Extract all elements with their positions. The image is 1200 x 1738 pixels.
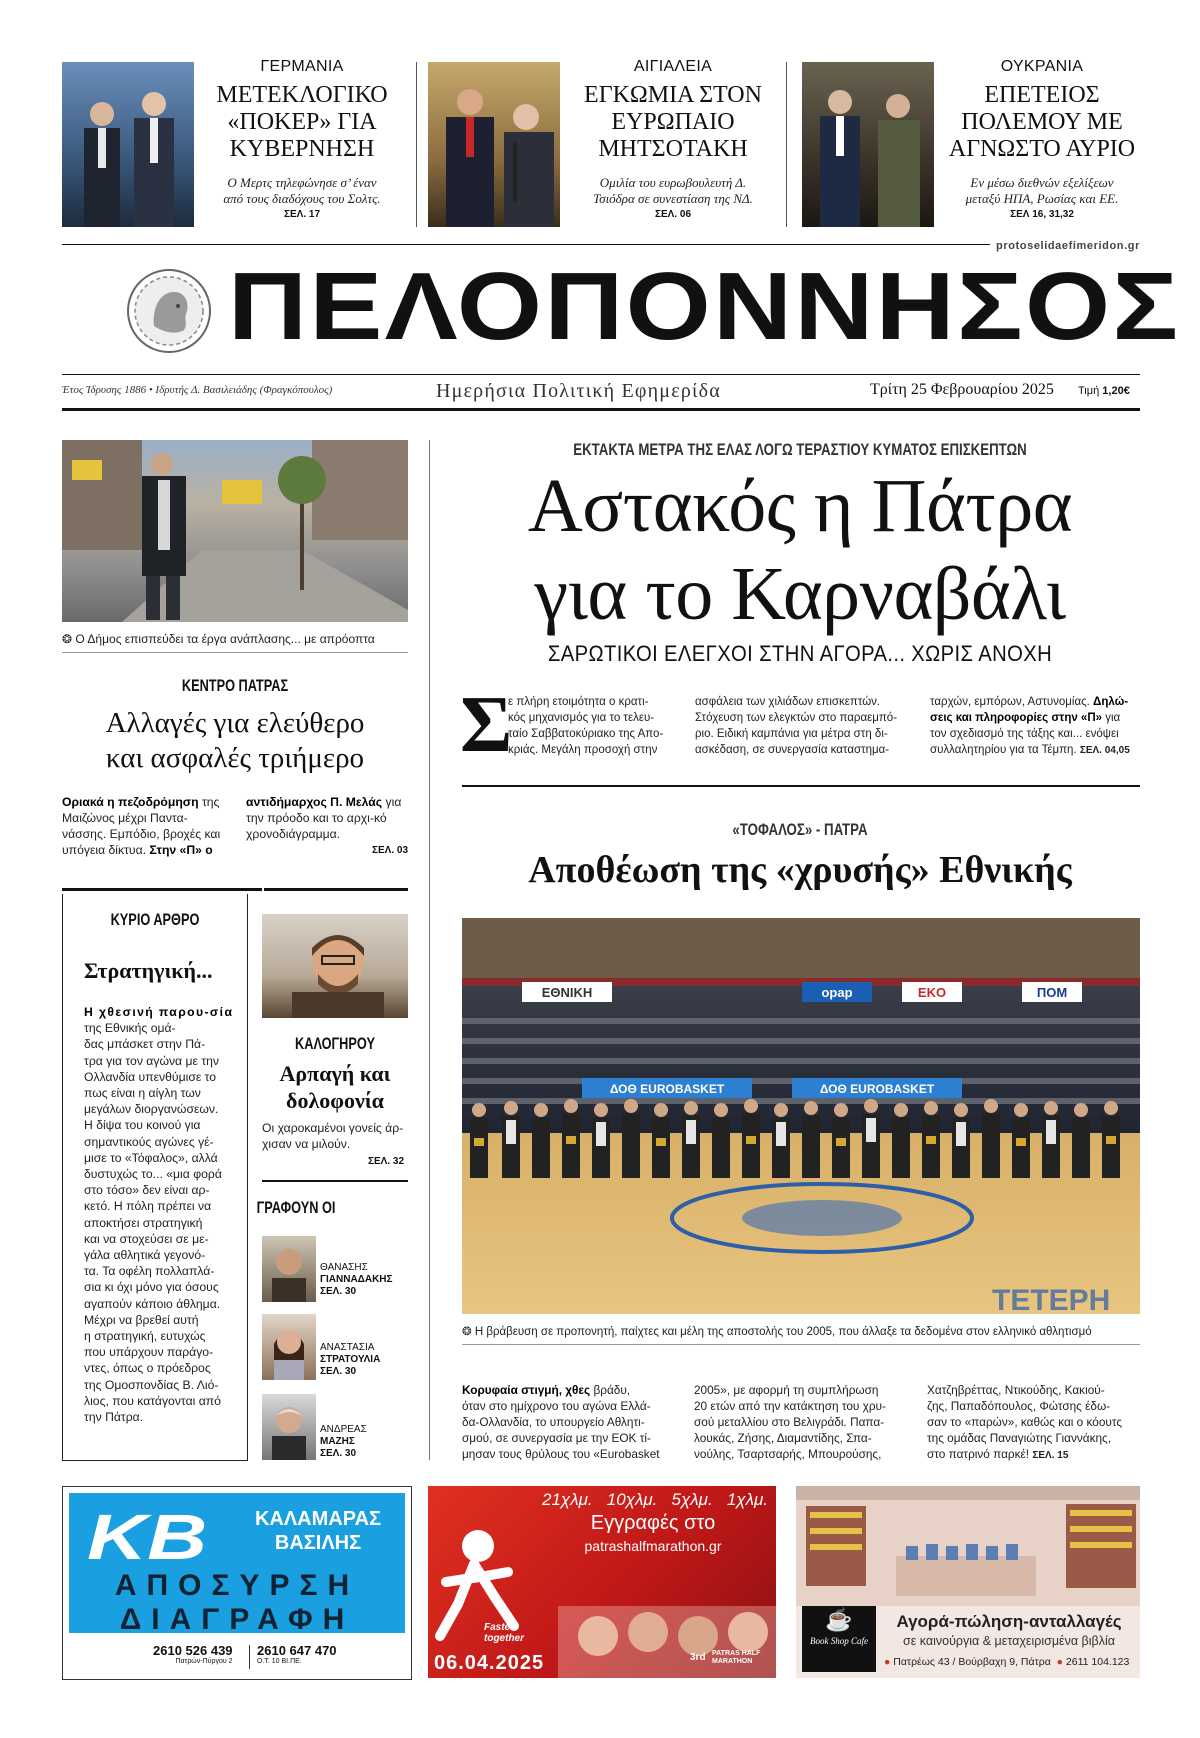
lead-sub: ΣΑΡΩΤΙΚΟΙ ΕΛΕΓΧΟΙ ΣΤΗΝ ΑΓΟΡΑ... ΧΩΡΙΣ ΑΝΟΧΗ <box>547 641 1053 666</box>
ad-brand: PATRAS HALF MARATHON <box>712 1650 761 1665</box>
arena-sign: opap <box>821 985 853 1000</box>
bookshop-photo <box>796 1486 1140 1606</box>
arena-sign: ΕΘΝΙΚΗ <box>541 985 593 1000</box>
arena-sign: EKO <box>917 985 947 1000</box>
masthead-title[interactable]: ΠΕΛΟΠΟΝΝΗΣΟΣ <box>228 253 1181 360</box>
left-kicker: ΚΕΝΤΡΟ ΠΑΤΡΑΣ <box>181 676 289 695</box>
top-divider <box>62 244 1140 245</box>
teaser-sub: Ο Μερτς τηλεφώνησε σ’ έναν από τους διαδόχους του Σολτς. <box>223 175 381 206</box>
masthead-founded: Έτος Ίδρυσης 1886 • Ιδρυτής Δ. Βασιλειάδης (Φραγκόπουλος) <box>62 384 333 396</box>
watermark: protoselidaefimeridon.gr <box>990 240 1140 252</box>
second-photo-caption: ❂ Η βράβευση σε προπονητή, παίχτες και μέλη της αποστολής του 2005, που άλλαξε τα δεδομένα στον ελληνικό αθλητισμό <box>462 1326 1092 1338</box>
masthead-price: Τιμή 1,20€ <box>1078 385 1130 397</box>
ad-url[interactable]: patrashalfmarathon.gr <box>584 1538 722 1554</box>
writer-name[interactable]: ΑΝΔΡΕΑΣ ΜΑΖΗΣ ΣΕΛ. 30 <box>320 1424 367 1459</box>
location-pin-icon: ● <box>884 1656 891 1668</box>
masthead-emblem <box>126 268 212 354</box>
teaser-divider <box>416 62 417 227</box>
ad-half-marathon[interactable] <box>428 1486 776 1678</box>
editorial-lead: Η χθεσινή παρου-σία <box>84 1005 234 1019</box>
ad-bookshop-contact: ● Πατρέως 43 / Βούρβαχη 9, Πάτρα ● 2611 104.123 <box>884 1656 1130 1668</box>
teaser-kicker: ΟΥΚΡΑΝΙΑ <box>1000 58 1084 75</box>
left-caption-rule <box>62 652 408 653</box>
ad-edition: 3rd <box>690 1652 706 1663</box>
ad-kalamaras-line2: ΔΙΑΓΡΑΦΗ <box>119 1603 355 1636</box>
arena-sign: ΤΕΤΕΡΗ <box>992 1284 1111 1314</box>
left-page-ref: ΣΕΛ. 03 <box>372 845 409 856</box>
teaser-germany[interactable] <box>204 58 400 220</box>
phone-icon: ● <box>1056 1656 1063 1668</box>
lead-body-col3: ταρχών, εμπόρων, Αστυνομίας. Δηλώ- σεις και πληροφορίες στην «Π» για τον σχεδιασμό της τάξης και... ενόψει συλλαλητηρίου για τα Τέμπη. ΣΕΛ. 04,05 <box>930 696 1130 756</box>
left-section-rule-2 <box>264 888 408 891</box>
ad-bookshop-sub: σε καινούργια & μεταχειρισμένα βιβλία <box>903 1634 1115 1648</box>
left-headline[interactable]: Αλλαγές για ελεύθερο και ασφαλές τριήμερο <box>105 707 365 774</box>
writer-photo <box>262 1314 316 1380</box>
writer-name[interactable]: ΑΝΑΣΤΑΣΙΑ ΣΤΡΑΤΟΥΛΙΑ ΣΕΛ. 30 <box>320 1342 381 1377</box>
ad-slogan: Faster together <box>484 1622 524 1644</box>
masthead-tagline: Ημερήσια Πολιτική Εφημερίδα <box>436 380 721 402</box>
kalogirou-rule <box>262 1180 408 1182</box>
column-divider <box>429 440 430 1460</box>
left-section-rule <box>62 888 262 891</box>
second-page-ref: ΣΕΛ. 15 <box>1032 1450 1069 1461</box>
writers-label: ΓΡΑΦΟΥΝ ΟΙ <box>256 1198 336 1217</box>
kb-logo: KB <box>87 1501 208 1573</box>
teaser-kicker: ΓΕΡΜΑΝΙΑ <box>260 58 344 75</box>
arena-sign: ΠΟΜ <box>1036 985 1068 1000</box>
teaser-headline: ΕΓΚΩΜΙΑ ΣΤΟΝ ΕΥΡΩΠΑΙΟ ΜΗΤΣΟΤΑΚΗ <box>584 82 762 162</box>
kalogirou-kicker: ΚΑΛΟΓΗΡΟΥ <box>295 1034 375 1053</box>
second-photo-arena <box>462 918 1140 1314</box>
teaser-aigialeia[interactable] <box>570 58 776 220</box>
writer-photo <box>262 1236 316 1302</box>
ad-kalamaras-name: ΚΑΛΑΜΑΡΑΣ ΒΑΣΙΛΗΣ <box>254 1508 382 1554</box>
lead-rule <box>462 785 1140 787</box>
editorial-label: ΚΥΡΙΟ ΑΡΘΡΟ <box>110 910 200 929</box>
camera-icon: ❂ <box>62 632 73 646</box>
second-headline[interactable]: Αποθέωση της «χρυσής» Εθνικής <box>528 849 1072 891</box>
masthead-rule-bottom <box>62 408 1140 411</box>
teaser-page: ΣΕΛ. 06 <box>654 209 692 220</box>
ad-bookshop-title: Αγορά-πώληση-ανταλλαγές <box>896 1612 1122 1631</box>
teaser-sub: Εν μέσω διεθνών εξελίξεων μεταξύ ΗΠΑ, Ρωσίας και ΕΕ. <box>965 175 1119 206</box>
arena-sign: ΔΟΘ EUROBASKET <box>609 1082 725 1096</box>
left-photo-caption: ❂ Ο Δήμος επισπεύδει τα έργα ανάπλασης... με απρόοπτα <box>62 632 375 646</box>
teaser-headline: ΜΕΤΕΚΛΟΓΙΚΟ «ΠΟΚΕΡ» ΓΙΑ ΚΥΒΕΡΝΗΣΗ <box>216 82 388 162</box>
kalogirou-photo <box>262 914 408 1018</box>
writer-name[interactable]: ΘΑΝΑΣΗΣ ΓΙΑΝΝΑΔΑΚΗΣ ΣΕΛ. 30 <box>320 1262 393 1297</box>
ad-date: 06.04.2025 <box>434 1652 545 1674</box>
bookshop-logo: ☕ Book Shop Cafe <box>802 1606 876 1672</box>
left-body-col2: αντιδήμαρχος Π. Μελάς για την πρόοδο και το αρχι-κό χρονοδιάγραμμα. <box>246 795 402 841</box>
editorial-body: Η χθεσινή παρου-σία της Εθνικής ομά- δας μπάσκετ στην Πά- τρα για τον αγώνα με την Ολλανδία υπενθύμισε το πως είναι η αίγλη των μεγάλων διοργανώσεων. Η δίψα του κοινού για σημαντικούς αγώνες γέ- μισε το «Τόφαλος», αλλά δυστυχώς το... «μια φορά στο τόσο» δεν είναι αρ- κετό. Η πόλη πρέπει να αποκτήσει στρατηγική και να στοχεύσει σε με- γάλα αθλητικά γεγονό- τα. Τα οφέλη πολλαπλά- σια κι όχι μόνο για όσους αγαπούν κάποιο άθλημα. Μέχρι να βρεθεί αυτή η στρατηγική, ευτυχώς που υπάρχουν παράγο- ντες, όπως ο πρόεδρος της Ομοσπονδίας Β. Λιό- λιος, που κατάγονται από την Πάτρα. <box>84 1005 234 1425</box>
lead-page-ref: ΣΕΛ. 04,05 <box>1079 745 1130 756</box>
second-body-col1: Κορυφαία στιγμή, χθες βράδυ, όταν στο ημίχρονο του αγώνα Ελλά- δα-Ολλανδία, το υπουργείο Αθλητι- σμού, σε συνεργασία με την ΕΟΚ τί- μησαν τους θρύλους του «Eurobasket <box>462 1383 660 1461</box>
ad-kalamaras-line1: ΑΠΟΣΥΡΣΗ <box>114 1569 360 1602</box>
left-photo-street-works <box>62 440 408 622</box>
teaser-sub: Ομιλία του ευρωβουλευτή Δ. Τσιόδρα σε συνεστίαση της ΝΔ. <box>593 175 753 206</box>
teaser-kicker: ΑΙΓΙΑΛΕΙΑ <box>633 58 713 75</box>
kalogirou-page-ref: ΣΕΛ. 32 <box>368 1156 405 1167</box>
lead-headline[interactable]: Αστακός η Πάτρα για το Καρναβάλι <box>527 464 1073 636</box>
coffee-cup-icon: ☕ <box>825 1608 853 1633</box>
ad-distances: 21χλμ. 10χλμ. 5χλμ. 1χλμ. <box>542 1490 768 1509</box>
camera-icon: ❂ <box>462 1326 472 1338</box>
teaser-divider <box>786 62 787 227</box>
lead-body-col2: ασφάλεια των χιλιάδων επισκεπτών. Στόχευση των ελεγκτών στο παραεμπό- ριο. Ειδική καμπάνια για μέτρα στη δι- ασκέδαση, σε συνεργασία καταστημα- <box>695 696 898 756</box>
teaser-headline: ΕΠΕΤΕΙΟΣ ΠΟΛΕΜΟΥ ΜΕ ΑΓΝΩΣΤΟ ΑΥΡΙΟ <box>948 82 1136 162</box>
teaser-photo-aigialeia <box>428 62 560 227</box>
second-body-col3: Χατζηβρέττας, Ντικούδης, Κακιού- ζης, Παπαδόπουλος, Φώτσης έδω- σαν το «παρών», καθώς και ο κόουτς της ομάδας Παναγιώτης Γιαννάκης, στο πατρινό παρκέ! ΣΕΛ. 15 <box>927 1383 1123 1461</box>
lead-body-col1: ε πλήρη ετοιμότητα ο κρατι- κός μηχανισμός για το τελευ- ταίο Σαββατοκύριακο της Απο- κριάς. Μεγάλη προσοχή στην <box>508 696 664 756</box>
ad-kalamaras-divider <box>249 1645 250 1669</box>
ad-reg: Εγγραφές στο <box>590 1512 716 1534</box>
kalogirou-headline[interactable]: Αρπαγή και δολοφονία <box>279 1061 391 1113</box>
teaser-page: ΣΕΛ 16, 31,32 <box>1010 209 1074 220</box>
second-body-col2: 2005», με αφορμή τη συμπλήρωση 20 ετών από την κατάκτηση του χρυ- σού μεταλλίου στο Βελιγράδι. Παπα- λουκάς, Ζήσης, Διαμαντίδης, Σπα- νούλης, Τσαρτσαρής, Μπουρούσης, <box>694 1383 886 1461</box>
ad-kalamaras-contact1: 2610 526 439 Πατρών-Πύργου 2 <box>153 1643 233 1665</box>
kalogirou-text: Οι χαροκαμένοι γονείς άρ- χισαν να μιλούν. <box>262 1121 404 1151</box>
teaser-ukraine[interactable] <box>944 58 1140 220</box>
ad-kalamaras-contact2: 2610 647 470 Ο.Τ. 10 ΒΙ.ΠΕ. <box>257 1643 337 1665</box>
second-kicker: «ΤΟΦΑΛΟΣ» - ΠΑΤΡΑ <box>732 820 868 839</box>
lead-dropcap: Σ <box>460 681 513 769</box>
lead-kicker: ΕΚΤΑΚΤΑ ΜΕΤΡΑ ΤΗΣ ΕΛΑΣ ΛΟΓΩ ΤΕΡΑΣΤΙΟΥ ΚΥΜΑΤΟΣ ΕΠΙΣΚΕΠΤΩΝ <box>573 440 1027 459</box>
writer-photo <box>262 1394 316 1460</box>
teaser-photo-germany <box>62 62 194 227</box>
editorial-title[interactable]: Στρατηγική... <box>84 958 213 983</box>
ad-bookshop[interactable] <box>796 1486 1140 1678</box>
masthead-rule-top <box>62 374 1140 375</box>
second-caption-rule <box>462 1344 1140 1345</box>
teaser-photo-ukraine <box>802 62 934 227</box>
arena-sign: ΔΟΘ EUROBASKET <box>819 1082 935 1096</box>
ad-kalamaras[interactable] <box>62 1486 412 1680</box>
teaser-page: ΣΕΛ. 17 <box>283 209 321 220</box>
masthead-date: Τρίτη 25 Φεβρουαρίου 2025 <box>870 381 1054 398</box>
left-body-col1: Οριακά η πεζοδρόμηση της Μαιζώνος μέχρι Παντα-νάσσης. Εμπόδιο, βροχές και υπόγεια δίκτυα. Στην «Π» ο <box>62 795 221 857</box>
